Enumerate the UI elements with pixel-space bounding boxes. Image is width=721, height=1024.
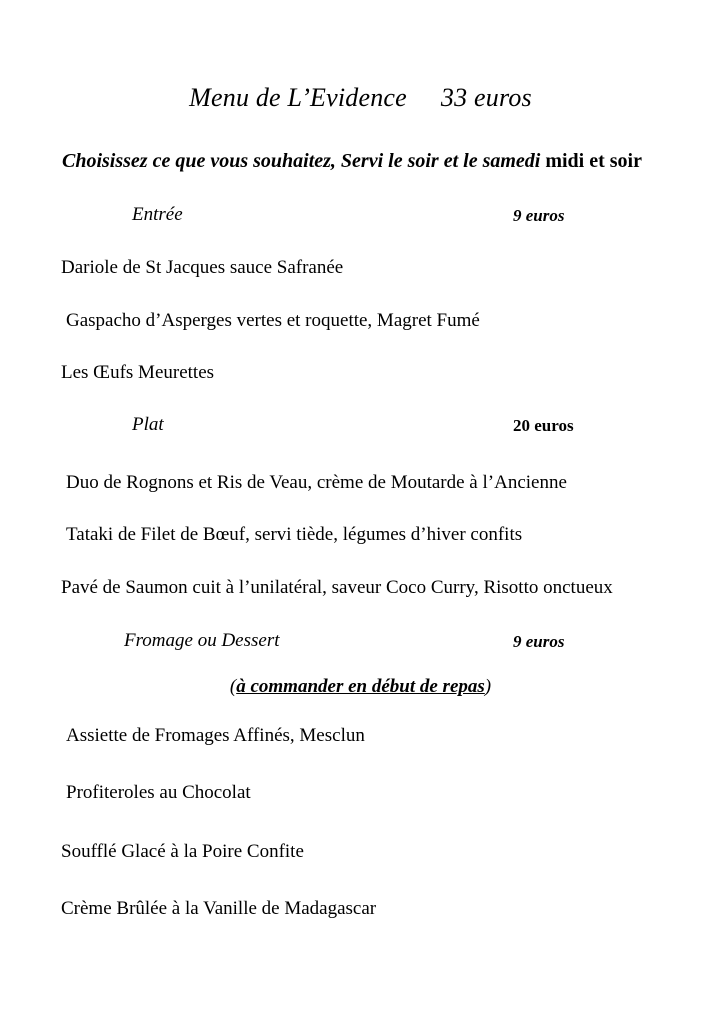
dish-entree-3: Les Œufs Meurettes: [61, 362, 215, 383]
section-entree-price: 9 euros: [513, 206, 565, 225]
menu-subtitle: [62, 150, 642, 173]
subtitle-tail: midi et soir: [540, 150, 642, 172]
note-close-paren: ): [484, 676, 492, 697]
note-text: à commander en début de repas: [236, 676, 485, 697]
dish-dessert-1: Assiette de Fromages Affinés, Mesclun: [66, 725, 365, 746]
dish-plat-3: Pavé de Saumon cuit à l’unilatéral, saveur Coco Curry, Risotto onctueux: [61, 577, 613, 598]
dish-entree-1: Dariole de St Jacques sauce Safranée: [61, 257, 344, 278]
dessert-order-note: [0, 676, 721, 698]
menu-title: [0, 83, 721, 113]
menu-price: 33 euros: [440, 83, 532, 112]
subtitle-main: Choisissez ce que vous souhaitez, Servi le soir et le samedi: [62, 150, 541, 172]
section-plat-price: 20 euros: [513, 416, 574, 435]
note-open-paren: (: [229, 676, 237, 697]
dish-plat-1: Duo de Rognons et Ris de Veau, crème de Moutarde à l’Ancienne: [66, 472, 567, 493]
dish-plat-2: Tataki de Filet de Bœuf, servi tiède, légumes d’hiver confits: [66, 524, 523, 545]
dish-dessert-3: Soufflé Glacé à la Poire Confite: [61, 841, 304, 862]
section-dessert-price: 9 euros: [513, 632, 565, 651]
dish-entree-2: Gaspacho d’Asperges vertes et roquette, Magret Fumé: [66, 310, 480, 331]
dish-dessert-4: Crème Brûlée à la Vanille de Madagascar: [61, 898, 377, 919]
section-dessert-label: Fromage ou Dessert: [124, 630, 280, 651]
section-entree-label: Entrée: [132, 204, 183, 225]
section-plat-label: Plat: [132, 414, 164, 435]
menu-title-text: Menu de L’Evidence: [189, 83, 407, 112]
dish-dessert-2: Profiteroles au Chocolat: [66, 782, 251, 803]
